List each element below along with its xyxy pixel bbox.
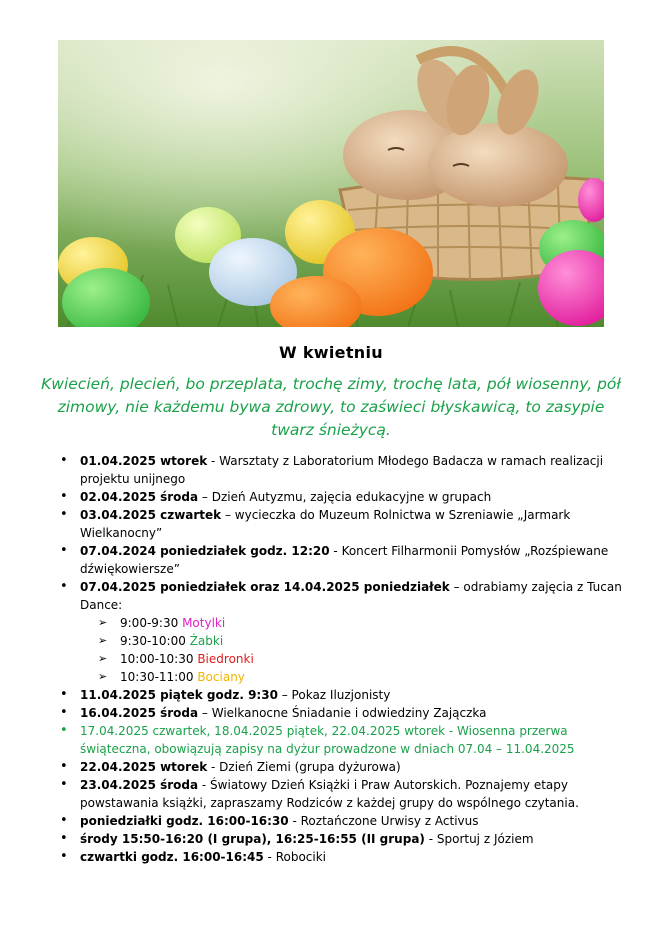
events-list (58, 452, 628, 866)
slot-group: Motylki (182, 616, 226, 630)
list-item (58, 812, 628, 830)
event-text: 17.04.2025 czwartek, 18.04.2025 piątek, 22.04.2025 wtorek - Wiosenna przerwa świąteczna, obowiązują zapisy na dyżur prowadzone w dniach 07.04 – 11.04.2025 (80, 724, 575, 756)
event-text: - Warsztaty z Laboratorium Młodego Badacza w ramach realizacji projektu unijnego (80, 454, 604, 486)
list-item (58, 686, 628, 704)
slot-group: Biedronki (197, 652, 254, 666)
dance-slot (98, 632, 628, 650)
event-date: poniedziałki godz. 16:00-16:30 (80, 814, 289, 828)
april-poem: Kwiecień, plecień, bo przeplata, trochę zimy, trochę lata, pół wiosenny, pół zimowy, nie każdemu bywa zdrowy, to zaświeci błyskawicą, to zasypie twarz śnieżycą. (41, 375, 621, 439)
dance-slots-list (80, 614, 628, 686)
slot-group: Żabki (189, 634, 224, 648)
page-title: W kwietniu (279, 343, 383, 362)
event-text: - Światowy Dzień Książki i Praw Autorskich. Poznajemy etapy powstawania książki, zapraszamy Rodziców z każdej grupy do wspólnego czytania. (80, 778, 579, 810)
hero-image (58, 40, 604, 327)
event-date: 07.04.2025 poniedziałek oraz 14.04.2025 poniedziałek (80, 580, 450, 594)
slot-group: Bociany (197, 670, 245, 684)
event-text: - Dzień Ziemi (grupa dyżurowa) (207, 760, 401, 774)
list-item (58, 776, 628, 812)
event-date: środy 15:50-16:20 (I grupa), 16:25-16:55 (II grupa) (80, 832, 425, 846)
event-date: 02.04.2025 środa (80, 490, 199, 504)
list-item (58, 542, 628, 578)
event-date: czwartki godz. 16:00-16:45 (80, 850, 264, 864)
event-date: 11.04.2025 piątek godz. 9:30 (80, 688, 278, 702)
list-item (58, 758, 628, 776)
slot-time: 10:00-10:30 (120, 652, 194, 666)
list-item (58, 488, 628, 506)
event-text: – odrabiamy zajęcia z Tucan Dance: (80, 580, 622, 612)
list-item (58, 578, 628, 686)
slot-time: 9:00-9:30 (120, 616, 179, 630)
event-text: – wycieczka do Muzeum Rolnictwa w Szreniawie „Jarmark Wielkanocny” (80, 508, 571, 540)
event-text: – Wielkanocne Śniadanie i odwiedziny Zajączka (198, 706, 487, 720)
event-date: 16.04.2025 środa (80, 706, 199, 720)
dance-slot (98, 650, 628, 668)
list-item (58, 506, 628, 542)
slot-time: 9:30-10:00 (120, 634, 186, 648)
event-text: – Pokaz Iluzjonisty (277, 688, 391, 702)
event-text: – Dzień Autyzmu, zajęcia edukacyjne w grupach (198, 490, 492, 504)
list-item (58, 848, 628, 866)
slot-time: 10:30-11:00 (120, 670, 194, 684)
event-date: 01.04.2025 wtorek (80, 454, 208, 468)
event-text: - Robociki (263, 850, 327, 864)
event-text: - Sportuj z Józiem (424, 832, 534, 846)
list-item (58, 704, 628, 722)
list-item (58, 452, 628, 488)
list-item-holiday-break (58, 722, 628, 758)
event-date: 03.04.2025 czwartek (80, 508, 222, 522)
easter-bunnies-illustration (58, 40, 604, 327)
event-date: 22.04.2025 wtorek (80, 760, 208, 774)
dance-slot (98, 668, 628, 686)
dance-slot (98, 614, 628, 632)
event-date: 23.04.2025 środa (80, 778, 199, 792)
event-date: 07.04.2024 poniedziałek godz. 12:20 (80, 544, 330, 558)
event-text: - Roztańczone Urwisy z Activus (288, 814, 479, 828)
event-text: - Koncert Filharmonii Pomysłów „Rozśpiewane dźwiękowiersze” (80, 544, 609, 576)
list-item (58, 830, 628, 848)
